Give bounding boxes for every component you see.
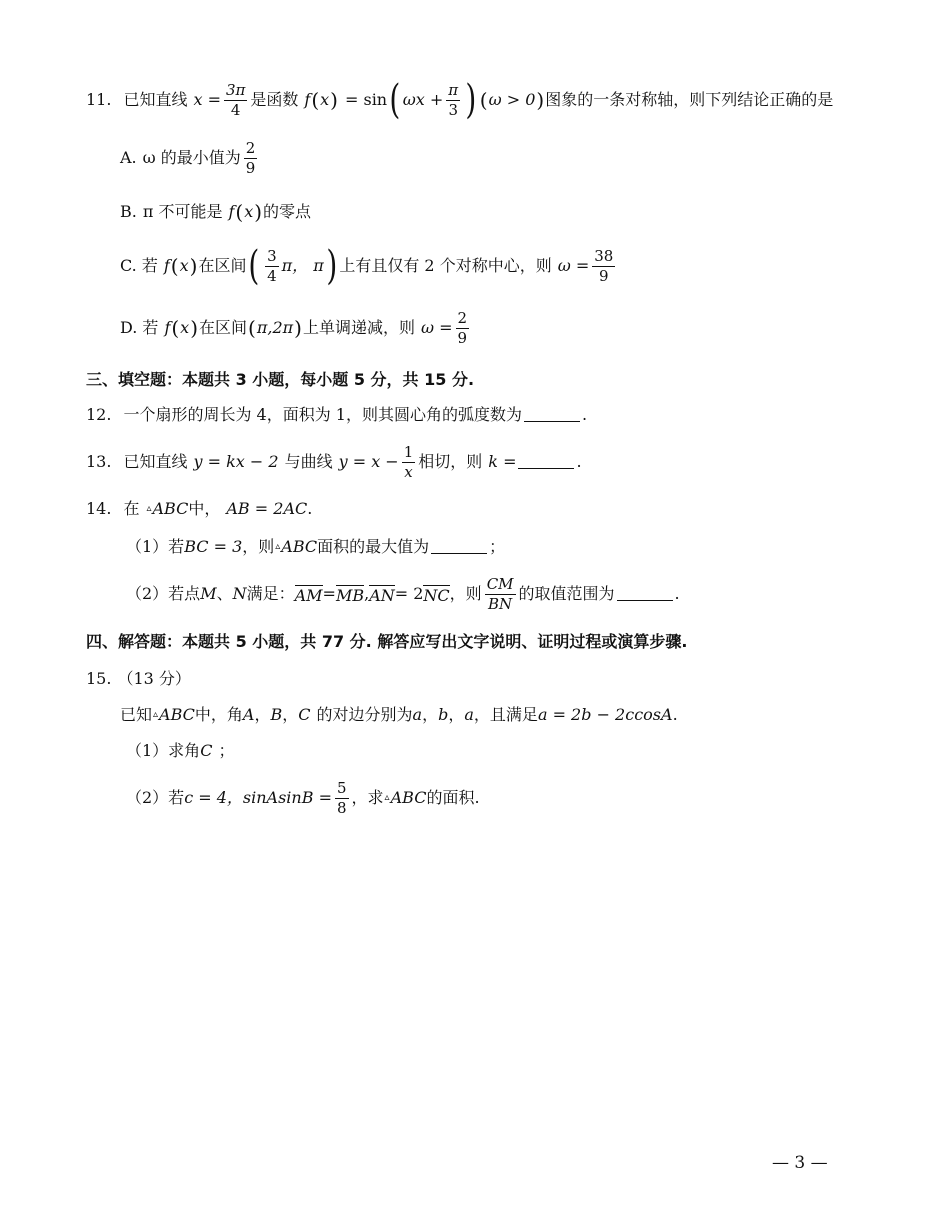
q12-stem: 12. 一个扇形的周长为 4，面积为 1，则其圆心角的弧度数为 . <box>86 405 588 424</box>
fraction-38-9: $\frac{38}{9}$ <box>594 246 614 285</box>
vector-am: AM <box>294 585 323 605</box>
fraction-3pi-4: $\frac{3\pi}{4}$ <box>225 80 246 119</box>
fraction-3-4: $\frac{3}{4}$ <box>267 246 277 285</box>
triangle-icon: ▵ <box>146 503 152 514</box>
q14-2-answer-blank[interactable] <box>617 588 673 601</box>
q15-stem: 已知 ▵ ABC 中，角 A ， B ， C 的对边分别为 a ， b ， a ，且满足 a = 2b − 2ccosA . <box>120 705 678 724</box>
q11-stem: 11. 已知直线 x = $\frac{3\pi}{4}$ 是函数 f ( x ) = sin ( ωx + $\frac{\pi}{3}$ ) ( ω > 0 ) 图象的一条对称轴，则下列结论正确的是 <box>86 77 834 123</box>
fraction-2-9-d: $\frac{2}{9}$ <box>457 308 468 347</box>
q11-option-b: B. π 不可能是 f ( x ) 的零点 <box>120 200 312 224</box>
q12-answer-blank[interactable] <box>524 409 580 422</box>
q15-part1: （1）求角 C ； <box>126 741 235 760</box>
section-4-title: 四、解答题：本题共 5 小题，共 77 分. 解答应写出文字说明、证明过程或演算步骤. <box>86 632 688 651</box>
q13-answer-blank[interactable] <box>518 456 574 469</box>
q14-stem: 14. 在 ▵ ABC 中， AB = 2AC . <box>86 499 313 518</box>
q15-part2: （2）若 c = 4，sinAsinB = $\frac{5}{8}$ ，求 ▵ ABC 的面积. <box>126 778 480 817</box>
vector-an: AN <box>369 585 395 605</box>
q13-stem: 13. 已知直线 y = kx − 2 与曲线 y = x − $\frac{1}{x}$ 相切，则 k = . <box>86 442 582 481</box>
page-number: — 3 — <box>772 1152 828 1173</box>
q11-number: 11. <box>86 90 112 109</box>
triangle-icon: ▵ <box>384 792 390 803</box>
q15-header: 15. （13 分） <box>86 669 191 688</box>
fraction-pi-3: $\frac{\pi}{3}$ <box>448 80 459 119</box>
q14-part2: （2）若点 M 、 N 满足： AM = MB , AN = 2 NC ，则 $\frac{CM}{BN}$ 的取值范围为 . <box>126 574 680 613</box>
q14-part1: （1）若 BC = 3 ，则 ▵ ABC 面积的最大值为 ； <box>126 537 506 556</box>
section-3-title: 三、填空题：本题共 3 小题，每小题 5 分，共 15 分. <box>86 370 475 389</box>
triangle-icon: ▵ <box>275 541 281 552</box>
fraction-5-8: $\frac{5}{8}$ <box>336 778 347 817</box>
fraction-cm-bn: $\frac{CM}{BN}$ <box>486 574 514 613</box>
triangle-icon: ▵ <box>153 709 159 720</box>
vector-mb: MB <box>335 585 365 605</box>
q11-option-d: D. 若 f ( x ) 在区间 ( π,2π ) 上单调递减，则 ω = $\frac{2}{9}$ <box>120 308 468 347</box>
q11-option-a: A. ω 的最小值为 $\frac{2}{9}$ <box>120 138 256 177</box>
fraction-1-x: $\frac{1}{x}$ <box>403 442 414 481</box>
q14-1-answer-blank[interactable] <box>431 541 487 554</box>
vector-nc: NC <box>423 585 450 605</box>
q11-option-c: C. 若 f ( x ) 在区间 ( $\frac{3}{4}$ π， π ) 上有且仅有 2 个对称中心，则 ω = $\frac{38}{9}$ <box>120 243 614 289</box>
fraction-2-9: $\frac{2}{9}$ <box>245 138 256 177</box>
